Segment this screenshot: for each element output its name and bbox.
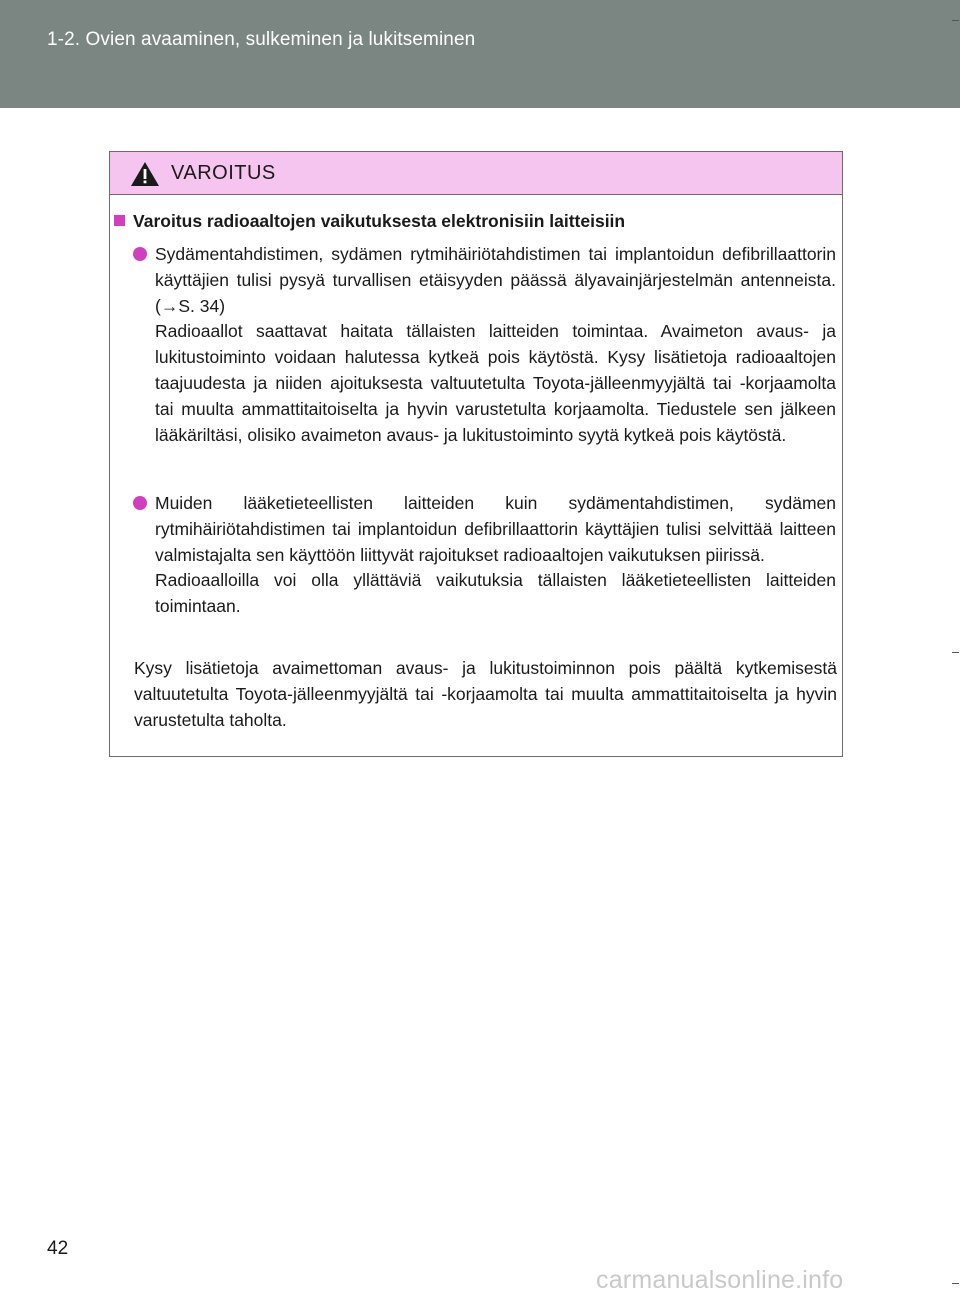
bullet-item bbox=[133, 491, 836, 620]
bullet-text-continued: Radioaallot saattavat haitata tällaisten laitteiden toimintaa. Avaimeton avaus- ja lukitustoiminto voidaan halutessa kytkeä pois käytöstä. Kysy lisätietoja radioaaltojen taajuudesta ja niiden ajoituksesta valtuutetulta Toyota-jälleenmyyjältä tai -korjaamolta tai muulta ammattitaitoiselta ja hyvin varustetulta korjaamolta. Tiedustele sen jälkeen lääkäriltäsi, olisiko avaimeton avaus- ja lukitustoiminto syytä kytkeä pois käytöstä. bbox=[155, 321, 836, 445]
crop-mark-top bbox=[952, 20, 959, 21]
warning-box bbox=[109, 151, 843, 757]
square-bullet-icon bbox=[114, 215, 125, 226]
bullet-text-continued: Radioaalloilla voi olla yllättäviä vaikutuksia tällaisten lääketieteellisten laitteiden toimintaan. bbox=[155, 570, 836, 617]
watermark: carmanualsonline.info bbox=[596, 1266, 844, 1294]
warning-triangle-icon bbox=[130, 161, 160, 187]
closing-paragraph: Kysy lisätietoja avaimettoman avaus- ja lukitustoiminnon pois päältä kytkemisestä valtuutetulta Toyota-jälleenmyyjältä tai -korjaamolta tai muulta ammattitaitoiselta ja hyvin varustetulta taholta. bbox=[134, 658, 837, 730]
bullet-dot-icon bbox=[133, 496, 147, 510]
page-number: 42 bbox=[47, 1238, 69, 1259]
warning-subheading bbox=[114, 211, 625, 232]
warning-title: VAROITUS bbox=[171, 162, 276, 184]
header-band bbox=[0, 0, 960, 108]
warning-header bbox=[110, 152, 842, 195]
subheading-text: Varoitus radioaaltojen vaikutuksesta elektronisiin laitteisiin bbox=[133, 211, 626, 231]
bullet-text: Sydämentahdistimen, sydämen rytmihäiriötahdistimen tai implantoidun defibrillaattorin käyttäjien tulisi pysyä turvallisen etäisyyden päässä älyavainjärjestelmän antenneista. (→S. 34) bbox=[155, 244, 836, 316]
bullet-dot-icon bbox=[133, 247, 147, 261]
crop-mark-middle bbox=[952, 652, 959, 653]
section-title: 1-2. Ovien avaaminen, sulkeminen ja lukitseminen bbox=[47, 29, 476, 50]
bullet-text: Muiden lääketieteellisten laitteiden kuin sydämentahdistimen, sydämen rytmihäiriötahdistimen tai implantoidun defibrillaattorin käyttäjien tulisi selvittää laitteen valmistajalta sen käyttöön liittyvät rajoitukset radioaaltojen vaikutuksen piirissä. bbox=[155, 493, 836, 565]
crop-mark-bottom bbox=[952, 1283, 959, 1284]
bullet-item bbox=[133, 242, 836, 448]
